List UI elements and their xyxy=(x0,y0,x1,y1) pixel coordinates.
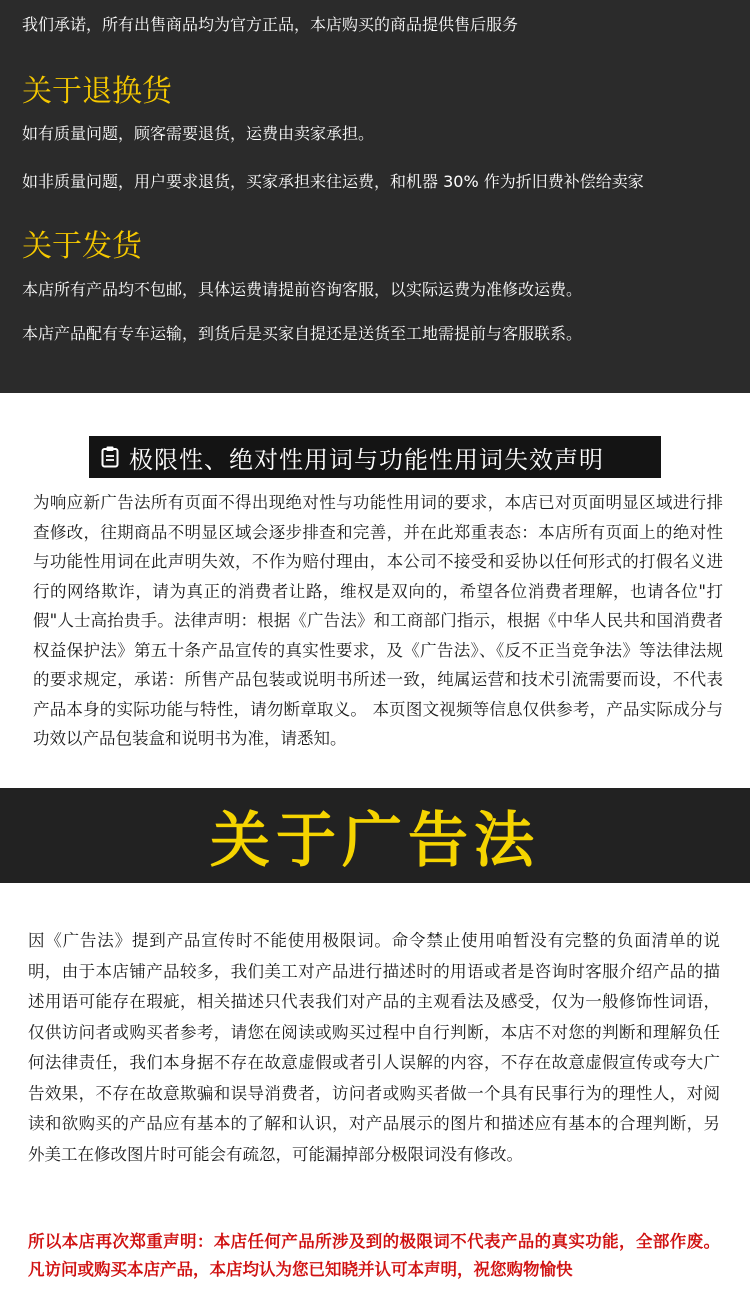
ad-law-banner-title: 关于广告法 xyxy=(210,805,540,876)
declaration-title-bar xyxy=(89,436,661,478)
ad-law-banner xyxy=(0,788,750,883)
ad-law-body: 因《广告法》提到产品宣传时不能使用极限词。命令禁止使用咱暂没有完整的负面清单的说明，由于本店铺产品较多，我们美工对产品进行描述时的用语或者是咨询时客服介绍产品的描述用语可能存在瑕疵，相关描述只代表我们对产品的主观看法及感受，仅为一般修饰性词语，仅供访问者或购买者参考，请您在阅读或购买过程中自行判断，本店不对您的判断和理解负任何法律责任，我们本身据不存在故意虚假或者引人误解的内容，不存在故意虚假宣传或夸大广告效果，不存在故意欺骗和误导消费者，访问者或购买者做一个具有民事行为的理性人，对阅读和欲购买的产品应有基本的了解和认识，对产品展示的图片和描述应有基本的合理判断，另外美工在修改图片时可能会有疏忽，可能漏掉部分极限词没有修改。 xyxy=(28,931,720,1164)
document-icon xyxy=(101,446,119,468)
shipping-line-2: 本店产品配有专车运输，到货后是买家自提还是送货至工地需提前与客服联系。 xyxy=(22,324,583,343)
declaration-section xyxy=(0,428,750,788)
policy-section xyxy=(0,0,750,393)
returns-line-2: 如非质量问题，用户要求退货，买家承担来往运费，和机器 30% 作为折旧费补偿给卖家 xyxy=(22,172,644,191)
returns-line-1: 如有质量问题，顾客需要退货，运费由卖家承担。 xyxy=(22,124,375,143)
shipping-line-1: 本店所有产品均不包邮，具体运费请提前咨询客服，以实际运费为准修改运费。 xyxy=(22,280,583,299)
promise-text: 我们承诺，所有出售商品均为官方正品，本店购买的商品提供售后服务 xyxy=(22,15,519,34)
returns-heading: 关于退换货 xyxy=(22,74,172,109)
declaration-title: 极限性、绝对性用词与功能性用词失效声明 xyxy=(129,445,604,474)
declaration-body: 为响应新广告法所有页面不得出现绝对性与功能性用词的要求，本店已对页面明显区域进行排查修改，往期商品不明显区域会逐步排查和完善，并在此郑重表态：本店所有页面上的绝对性与功能性用词在此声明失效，不作为赔付理由，本公司不接受和妥协以任何形式的打假名义进行的网络欺诈，请为真正的消费者让路，维权是双向的，希望各位消费者理解，也请各位"打假"人士高抬贵手。法律声明：根据《广告法》和工商部门指示，根据《中华人民共和国消费者权益保护法》第五十条产品宣传的真实性要求，及《广告法》、《反不正当竞争法》等法律法规的要求规定，承诺：所售产品包装或说明书所述一致，纯属运营和技术引流需要而设，不代表产品本身的实际功能与特性，请勿断章取义。 本页图文视频等信息仅供参考，产品实际成分与功效以产品包装盒和说明书为准，请悉知。 xyxy=(33,493,723,748)
final-statement: 所以本店再次郑重声明：本店任何产品所涉及到的极限词不代表产品的真实功能，全部作废。凡访问或购买本店产品，本店均认为您已知晓并认可本声明，祝您购物愉快 xyxy=(28,1232,720,1279)
shipping-heading: 关于发货 xyxy=(22,229,142,264)
